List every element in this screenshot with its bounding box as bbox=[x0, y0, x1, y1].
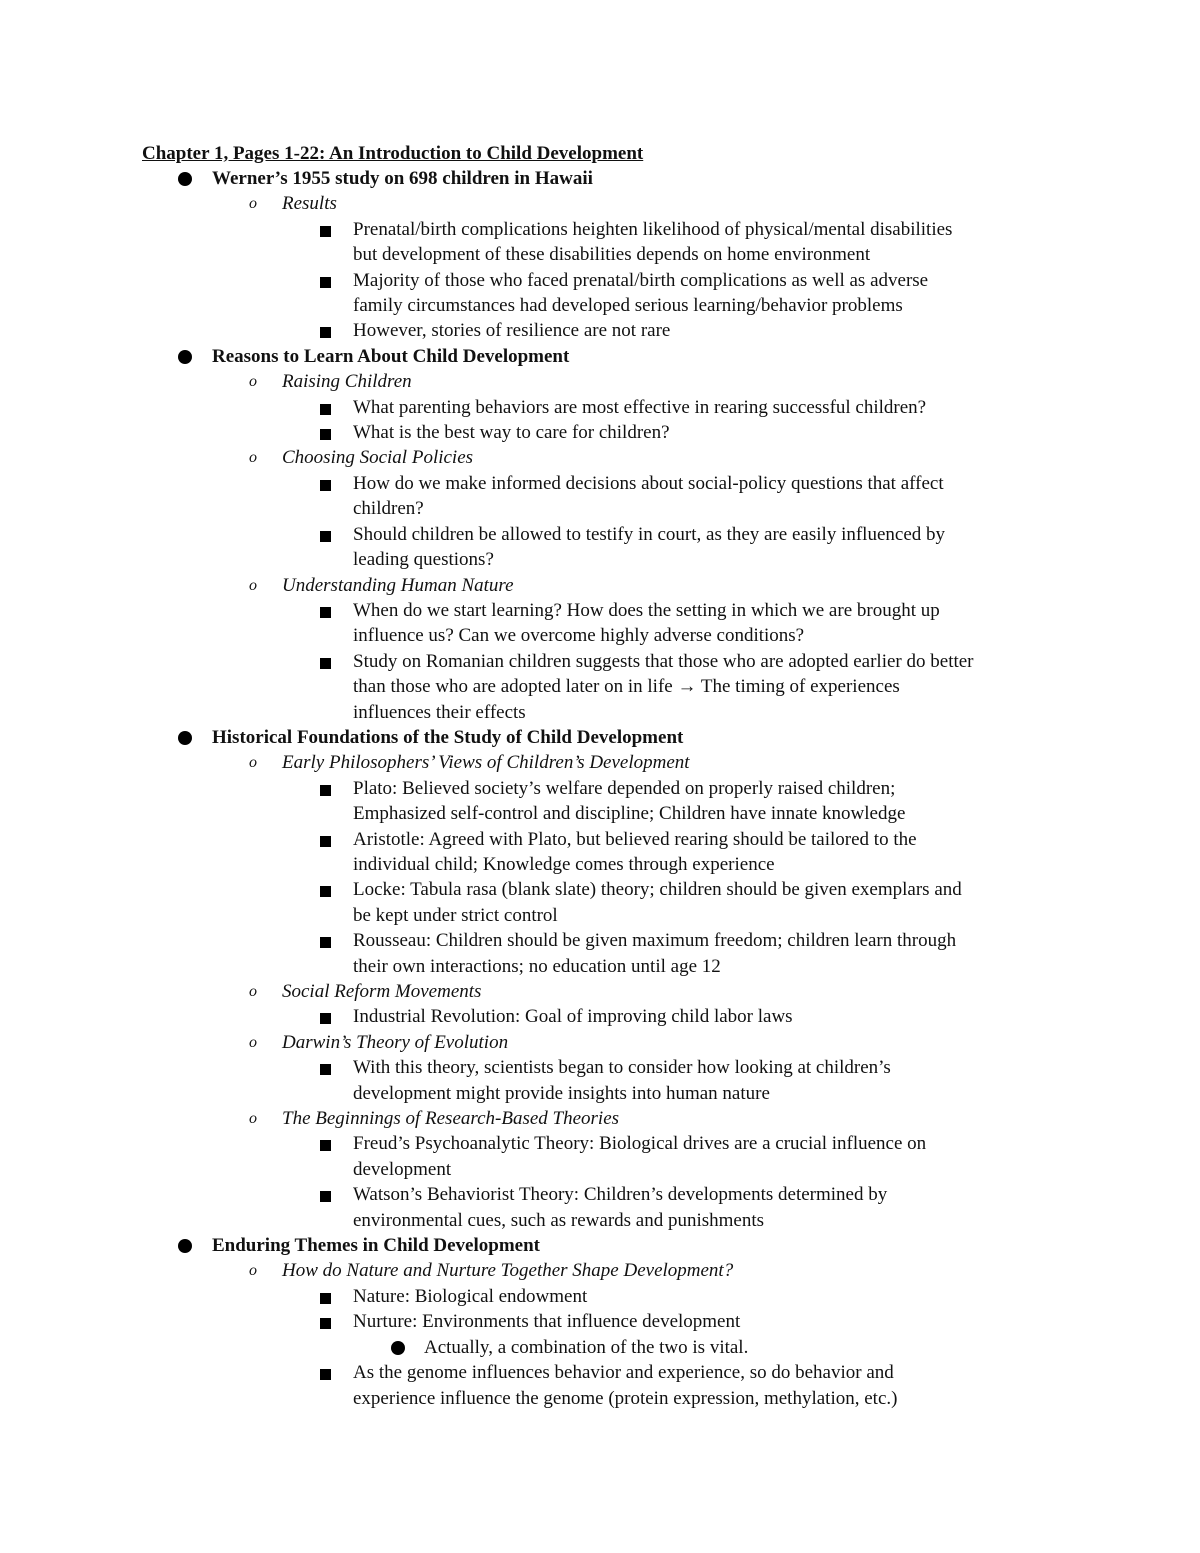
section-heading bbox=[0, 344, 1200, 369]
bullet-o-marker: o bbox=[249, 1262, 257, 1280]
detail-item bbox=[0, 827, 1200, 878]
bullet-square-icon bbox=[320, 1318, 331, 1329]
detail-item-line: family circumstances had developed serious learning/behavior problems bbox=[353, 295, 903, 317]
sub-detail-item-line: Actually, a combination of the two is vital. bbox=[424, 1336, 749, 1358]
detail-item-line: What is the best way to care for children? bbox=[353, 422, 670, 444]
detail-item-line: individual child; Knowledge comes through experience bbox=[353, 853, 775, 875]
detail-item bbox=[0, 217, 1200, 268]
subtopic-text: The Beginnings of Research-Based Theories bbox=[282, 1108, 620, 1130]
subtopic bbox=[0, 979, 1200, 1004]
bullet-square-icon bbox=[320, 404, 331, 415]
subtopic-text: Social Reform Movements bbox=[282, 981, 482, 1002]
subtopic bbox=[0, 1030, 1200, 1055]
bullet-o-marker: o bbox=[249, 576, 257, 594]
bullet-o-marker: o bbox=[249, 1033, 257, 1051]
detail-item-line: Rousseau: Children should be given maximum freedom; children learn through bbox=[353, 930, 957, 952]
bullet-square-icon bbox=[320, 1191, 331, 1202]
detail-item-line: environmental cues, such as rewards and punishments bbox=[353, 1209, 765, 1231]
bullet-square-icon bbox=[320, 937, 331, 948]
detail-item bbox=[0, 928, 1200, 979]
detail-item-line: Nature: Biological endowment bbox=[353, 1285, 588, 1307]
bullet-square-icon bbox=[320, 327, 331, 338]
section-heading bbox=[0, 1233, 1200, 1258]
detail-item bbox=[0, 1004, 1200, 1029]
detail-item-line: Should children be allowed to testify in court, as they are easily influenced by bbox=[353, 523, 945, 545]
bullet-o-marker: o bbox=[249, 373, 257, 391]
detail-item-line: than those who are adopted later on in life → The timing of experiences bbox=[353, 676, 900, 698]
bullet-o-marker: o bbox=[249, 754, 257, 772]
subtopic bbox=[0, 573, 1200, 598]
detail-item-line: Aristotle: Agreed with Plato, but believed rearing should be tailored to the bbox=[353, 828, 917, 850]
detail-item-line: However, stories of resilience are not rare bbox=[353, 320, 671, 342]
detail-item bbox=[0, 395, 1200, 420]
subtopic-text: Darwin’s Theory of Evolution bbox=[282, 1031, 509, 1053]
subtopic-text: Raising Children bbox=[282, 371, 412, 393]
bullet-square-icon bbox=[320, 429, 331, 440]
detail-item-line: Nurture: Environments that influence development bbox=[353, 1311, 741, 1333]
bullet-square-icon bbox=[320, 226, 331, 237]
detail-item bbox=[0, 1182, 1200, 1233]
subtopic-text: Understanding Human Nature bbox=[282, 574, 514, 596]
subtopic-text: Early Philosophers’ Views of Children’s Development bbox=[282, 752, 690, 774]
detail-item bbox=[0, 1131, 1200, 1182]
subtopic bbox=[0, 1106, 1200, 1131]
detail-item bbox=[0, 598, 1200, 649]
detail-item-line: influences their effects bbox=[353, 701, 526, 723]
bullet-square-icon bbox=[320, 836, 331, 847]
bullet-square-icon bbox=[320, 480, 331, 491]
subtopic-text: Choosing Social Policies bbox=[282, 447, 474, 469]
bullet-square-icon bbox=[320, 277, 331, 288]
section-heading bbox=[0, 725, 1200, 750]
section-heading-text: Werner’s 1955 study on 698 children in Hawaii bbox=[212, 168, 593, 189]
detail-item-line: their own interactions; no education until age 12 bbox=[353, 955, 721, 977]
bullet-square-icon bbox=[320, 607, 331, 618]
detail-item bbox=[0, 1309, 1200, 1334]
detail-item bbox=[0, 776, 1200, 827]
detail-item bbox=[0, 1360, 1200, 1411]
detail-item-line: As the genome influences behavior and experience, so do behavior and bbox=[353, 1362, 894, 1384]
detail-item-line: Study on Romanian children suggests that those who are adopted earlier do better bbox=[353, 650, 974, 672]
detail-item-line: experience influence the genome (protein expression, methylation, etc.) bbox=[353, 1387, 898, 1409]
detail-item bbox=[0, 877, 1200, 928]
bullet-o-marker: o bbox=[249, 449, 257, 467]
detail-item-line: Majority of those who faced prenatal/birth complications as well as adverse bbox=[353, 269, 929, 291]
subtopic-text: Results bbox=[282, 193, 337, 215]
detail-item bbox=[0, 471, 1200, 522]
detail-item-line: Watson’s Behaviorist Theory: Children’s developments determined by bbox=[353, 1184, 888, 1206]
detail-item-line: Locke: Tabula rasa (blank slate) theory; children should be given exemplars and bbox=[353, 879, 962, 901]
bullet-dot-icon bbox=[178, 172, 192, 186]
section-heading-text: Reasons to Learn About Child Development bbox=[212, 345, 570, 367]
detail-item-line: development might provide insights into human nature bbox=[353, 1082, 770, 1104]
detail-item bbox=[0, 420, 1200, 445]
detail-item-line: Freud’s Psychoanalytic Theory: Biological drives are a crucial influence on bbox=[353, 1133, 927, 1155]
bullet-o-marker: o bbox=[249, 983, 257, 1000]
subtopic bbox=[0, 191, 1200, 216]
bullet-square-icon bbox=[320, 658, 331, 669]
bullet-square-icon bbox=[320, 785, 331, 796]
detail-item bbox=[0, 268, 1200, 319]
detail-item bbox=[0, 649, 1200, 725]
detail-item-line: What parenting behaviors are most effective in rearing successful children? bbox=[353, 396, 927, 418]
section-heading bbox=[0, 166, 1200, 191]
subtopic-text: How do Nature and Nurture Together Shape Development? bbox=[282, 1260, 734, 1282]
subtopic bbox=[0, 445, 1200, 470]
bullet-square-icon bbox=[320, 1013, 331, 1024]
detail-item bbox=[0, 1055, 1200, 1106]
subtopic bbox=[0, 750, 1200, 775]
detail-item-line: Emphasized self-control and discipline; Children have innate knowledge bbox=[353, 803, 906, 825]
bullet-square-icon bbox=[320, 886, 331, 897]
detail-item-line: Industrial Revolution: Goal of improving child labor laws bbox=[353, 1006, 793, 1028]
bullet-square-icon bbox=[320, 531, 331, 542]
bullet-o-marker: o bbox=[249, 195, 257, 213]
detail-item bbox=[0, 318, 1200, 343]
bullet-dot-icon bbox=[391, 1341, 405, 1355]
detail-item bbox=[0, 522, 1200, 573]
detail-item bbox=[0, 1284, 1200, 1309]
detail-item-line: When do we start learning? How does the setting in which we are brought up bbox=[353, 599, 940, 621]
bullet-square-icon bbox=[320, 1293, 331, 1304]
page-title: Chapter 1, Pages 1-22: An Introduction to Child Development bbox=[142, 143, 644, 164]
detail-item-line: be kept under strict control bbox=[353, 904, 558, 926]
bullet-dot-icon bbox=[178, 731, 192, 745]
detail-item-line: Prenatal/birth complications heighten likelihood of physical/mental disabilities bbox=[353, 218, 953, 240]
bullet-o-marker: o bbox=[249, 1110, 257, 1128]
sub-detail-item bbox=[0, 1335, 1200, 1360]
detail-item-line: How do we make informed decisions about social-policy questions that affect bbox=[353, 472, 944, 494]
detail-item-line: children? bbox=[353, 498, 424, 520]
section-heading-text: Historical Foundations of the Study of Child Development bbox=[212, 726, 684, 748]
section-heading-text: Enduring Themes in Child Development bbox=[212, 1235, 540, 1257]
detail-item-line: development bbox=[353, 1158, 452, 1180]
detail-item-line: leading questions? bbox=[353, 549, 494, 571]
subtopic bbox=[0, 369, 1200, 394]
bullet-square-icon bbox=[320, 1064, 331, 1075]
bullet-square-icon bbox=[320, 1140, 331, 1151]
notes-outline bbox=[0, 166, 1200, 1411]
detail-item-line: With this theory, scientists began to consider how looking at children’s bbox=[353, 1057, 891, 1079]
detail-item-line: influence us? Can we overcome highly adverse conditions? bbox=[353, 625, 805, 647]
detail-item-line: Plato: Believed society’s welfare depended on properly raised children; bbox=[353, 777, 896, 799]
subtopic bbox=[0, 1258, 1200, 1283]
bullet-dot-icon bbox=[178, 350, 192, 364]
detail-item-line: but development of these disabilities depends on home environment bbox=[353, 244, 871, 266]
bullet-dot-icon bbox=[178, 1239, 192, 1253]
bullet-square-icon bbox=[320, 1369, 331, 1380]
